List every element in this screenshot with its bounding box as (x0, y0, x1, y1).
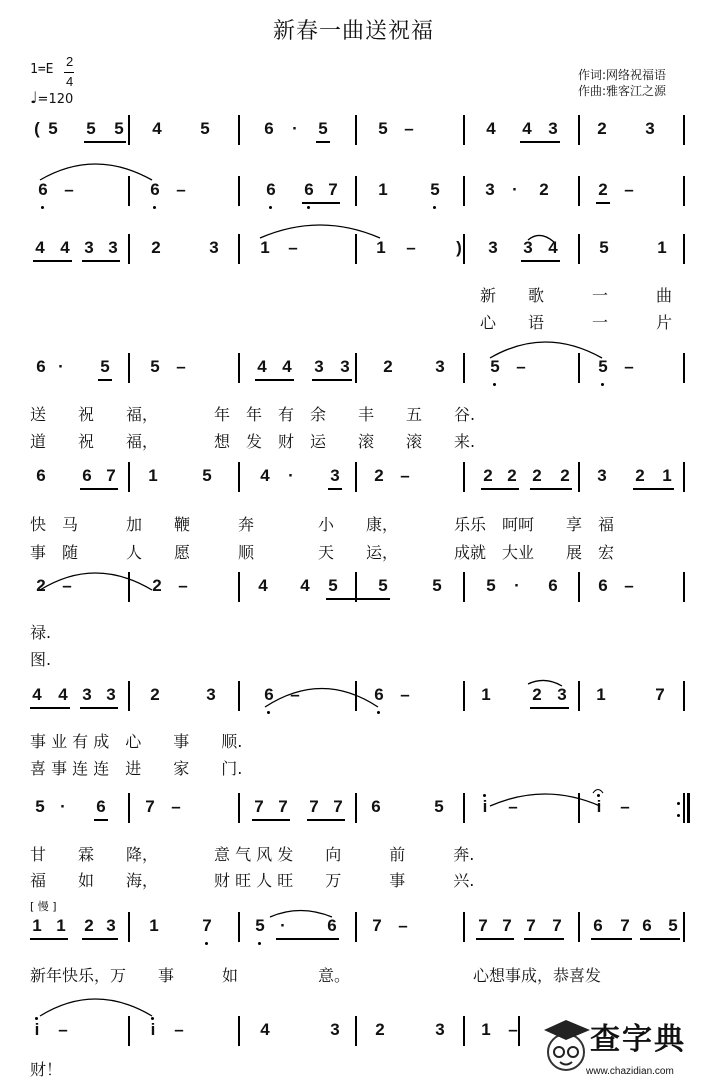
slur (490, 794, 600, 806)
note: 3 (548, 119, 558, 138)
dash-note: – (508, 797, 518, 816)
note: 1 (56, 916, 66, 935)
dash-note: – (176, 180, 186, 199)
dot-note: · (514, 576, 520, 595)
lyrics-verse-2: 福 如 海， 财 旺 人 旺 万 事 兴. (30, 871, 475, 890)
note: 7 (478, 916, 488, 935)
note: 4 (32, 685, 42, 704)
dash-note: – (516, 357, 526, 376)
note: 7 (145, 797, 155, 816)
note: 5 (100, 357, 110, 376)
dash-note: – (62, 576, 72, 595)
note: 6 (36, 466, 46, 485)
note: ( (34, 119, 40, 138)
quarter-note-icon: ♩ (30, 88, 38, 107)
song-title: 新春一曲送祝福 (272, 19, 434, 44)
note: 2 (36, 576, 46, 595)
note: 6 (371, 797, 381, 816)
note: 3 (435, 1020, 445, 1039)
tempo-change-marking: [ 慢 ] (30, 900, 57, 913)
dash-note: – (624, 576, 634, 595)
note: 2 (560, 466, 570, 485)
note: 5 (150, 357, 160, 376)
note: 1 (260, 238, 270, 257)
note: 4 (258, 576, 268, 595)
lyricist: 作词:网络祝福语 (578, 68, 667, 82)
note: 7 (552, 916, 562, 935)
note: 6 (96, 797, 106, 816)
lyrics-verse-2: 喜 事 连 连 进 家 门. (30, 759, 243, 778)
lyrics-verse-1: 新年快乐，万 事 如 意。 (30, 966, 351, 985)
note: 7 (309, 797, 319, 816)
note: 4 (300, 576, 310, 595)
dash-note: – (400, 466, 410, 485)
note: i (34, 1020, 40, 1039)
note: 7 (278, 797, 288, 816)
note: 1 (376, 238, 386, 257)
note: 5 (318, 119, 328, 138)
dash-note: – (174, 1020, 184, 1039)
composer: 作曲:雅客江之源 (578, 84, 667, 98)
dash-note: – (400, 685, 410, 704)
note: 2 (598, 180, 608, 199)
dot-note: · (512, 180, 518, 199)
lyrics-verse-1: 事 业 有 成 心 事 顺. (30, 732, 243, 751)
note: 3 (488, 238, 498, 257)
note: 5 (48, 119, 58, 138)
note: 6 (304, 180, 314, 199)
note: 3 (330, 466, 340, 485)
note: 2 (375, 1020, 385, 1039)
note: 2 (532, 466, 542, 485)
note: 3 (435, 357, 445, 376)
note: 7 (333, 797, 343, 816)
note: 1 (481, 1020, 491, 1039)
lyrics-verse-1: 禄. (30, 623, 52, 642)
note: 3 (340, 357, 350, 376)
note: ) (456, 238, 462, 257)
note: 6 (642, 916, 652, 935)
note: 7 (254, 797, 264, 816)
lyrics-verse-1: 快 马 加 鞭 奔 小 康， 乐乐 呵呵 享 福 (30, 515, 615, 534)
note: 6 (150, 180, 160, 199)
tempo-marking: ♩=120 (30, 88, 74, 107)
note: 1 (481, 685, 491, 704)
note: 2 (152, 576, 162, 595)
lyrics-verse-2: 心想事成，恭喜发 (473, 966, 602, 985)
note: 7 (106, 466, 116, 485)
slur (260, 225, 380, 238)
dash-note: – (398, 916, 408, 935)
note: 3 (645, 119, 655, 138)
note: 4 (548, 238, 558, 257)
dash-note: – (171, 797, 181, 816)
note: 5 (202, 466, 212, 485)
note: 5 (486, 576, 496, 595)
note: 4 (260, 1020, 270, 1039)
note: 6 (266, 180, 276, 199)
note: 4 (486, 119, 496, 138)
note: 6 (548, 576, 558, 595)
note: 1 (662, 466, 672, 485)
note: 3 (557, 685, 567, 704)
dash-note: – (624, 357, 634, 376)
note: 1 (149, 916, 159, 935)
note: 6 (598, 576, 608, 595)
note: 3 (106, 685, 116, 704)
slur (265, 689, 378, 708)
slur (40, 573, 152, 590)
note: 2 (374, 466, 384, 485)
note: 5 (599, 238, 609, 257)
note: 3 (523, 238, 533, 257)
note: 1 (657, 238, 667, 257)
note: 6 (38, 180, 48, 199)
note: 3 (108, 238, 118, 257)
time-signature-top: 2 (66, 54, 74, 69)
lyrics-verse-2: 道 祝 福， 想 发 财 运 滚 滚 来. (30, 432, 476, 451)
dash-note: – (620, 797, 630, 816)
lyrics-verse-1: 财！ (30, 1060, 63, 1079)
lyrics-verse-2: 心 语 一 片 (480, 313, 673, 332)
note: 7 (202, 916, 212, 935)
note: 5 (86, 119, 96, 138)
note: 3 (330, 1020, 340, 1039)
dot-note: · (58, 357, 64, 376)
note: 1 (596, 685, 606, 704)
note: 3 (597, 466, 607, 485)
note: 7 (372, 916, 382, 935)
note: 2 (635, 466, 645, 485)
slur (528, 235, 554, 242)
lyrics-verse-2: 事 随 人 愿 顺 天 运， 成就 大业 展 宏 (30, 543, 615, 562)
slur (528, 680, 562, 686)
slur (490, 342, 602, 358)
time-signature-bottom: 4 (66, 74, 74, 89)
dash-note: – (406, 238, 416, 257)
slur (40, 164, 152, 180)
dot-note: · (292, 119, 298, 138)
dot-note: · (60, 797, 66, 816)
dash-note: – (288, 238, 298, 257)
note: 4 (260, 466, 270, 485)
note: 4 (257, 357, 267, 376)
lyrics-verse-1: 新 歌 一 曲 (480, 286, 673, 305)
note: 3 (82, 685, 92, 704)
note: 5 (432, 576, 442, 595)
note: 5 (378, 119, 388, 138)
note: 3 (84, 238, 94, 257)
note: 5 (200, 119, 210, 138)
note: 1 (148, 466, 158, 485)
dash-note: – (58, 1020, 68, 1039)
watermark-url: www.chazidian.com (586, 1066, 674, 1077)
lyrics-verse-1: 甘 霖 降， 意 气 风 发 向 前 奔. (30, 845, 475, 864)
note: 5 (35, 797, 45, 816)
dot-note: · (280, 916, 286, 935)
note: 2 (483, 466, 493, 485)
note: 1 (378, 180, 388, 199)
note: 2 (151, 238, 161, 257)
note: 2 (383, 357, 393, 376)
note: 5 (668, 916, 678, 935)
note: 3 (314, 357, 324, 376)
note: 6 (327, 916, 337, 935)
note: 4 (282, 357, 292, 376)
dash-note: – (404, 119, 414, 138)
note: 6 (374, 685, 384, 704)
note: 7 (502, 916, 512, 935)
note: 5 (378, 576, 388, 595)
note: 4 (35, 238, 45, 257)
dash-note: – (290, 685, 300, 704)
note: 5 (434, 797, 444, 816)
note: 7 (655, 685, 665, 704)
note: 4 (60, 238, 70, 257)
note: 6 (593, 916, 603, 935)
note: 6 (264, 685, 274, 704)
note: 4 (58, 685, 68, 704)
note: 5 (114, 119, 124, 138)
note: 5 (430, 180, 440, 199)
note: 2 (84, 916, 94, 935)
note: 6 (82, 466, 92, 485)
note: i (150, 1020, 156, 1039)
watermark-text: 查字典 (590, 1022, 686, 1057)
note: 5 (255, 916, 265, 935)
note: 2 (507, 466, 517, 485)
lyrics-verse-2: 图. (30, 650, 52, 669)
note: 7 (620, 916, 630, 935)
dash-note: – (624, 180, 634, 199)
note: 2 (150, 685, 160, 704)
note: 7 (526, 916, 536, 935)
dot-note: · (288, 466, 294, 485)
lyrics-verse-1: 送 祝 福， 年 年 有 余 丰 五 谷. (30, 405, 476, 424)
note: 5 (490, 357, 500, 376)
note: 3 (485, 180, 495, 199)
note: 3 (209, 238, 219, 257)
note: 5 (328, 576, 338, 595)
note: 2 (597, 119, 607, 138)
note: 4 (152, 119, 162, 138)
fermata-icon (593, 790, 603, 794)
note: 6 (36, 357, 46, 376)
slur (40, 999, 152, 1016)
note: 3 (106, 916, 116, 935)
key-signature: 1=E (30, 62, 54, 77)
note: i (482, 797, 488, 816)
note: i (596, 797, 602, 816)
note: 5 (598, 357, 608, 376)
dash-note: – (176, 357, 186, 376)
dash-note: – (508, 1020, 518, 1039)
dash-note: – (64, 180, 74, 199)
note: 6 (264, 119, 274, 138)
note: 7 (328, 180, 338, 199)
note: 2 (532, 685, 542, 704)
note: 3 (206, 685, 216, 704)
slur (270, 911, 332, 918)
dash-note: – (178, 576, 188, 595)
note: 4 (522, 119, 532, 138)
note: 1 (32, 916, 42, 935)
note: 2 (539, 180, 549, 199)
